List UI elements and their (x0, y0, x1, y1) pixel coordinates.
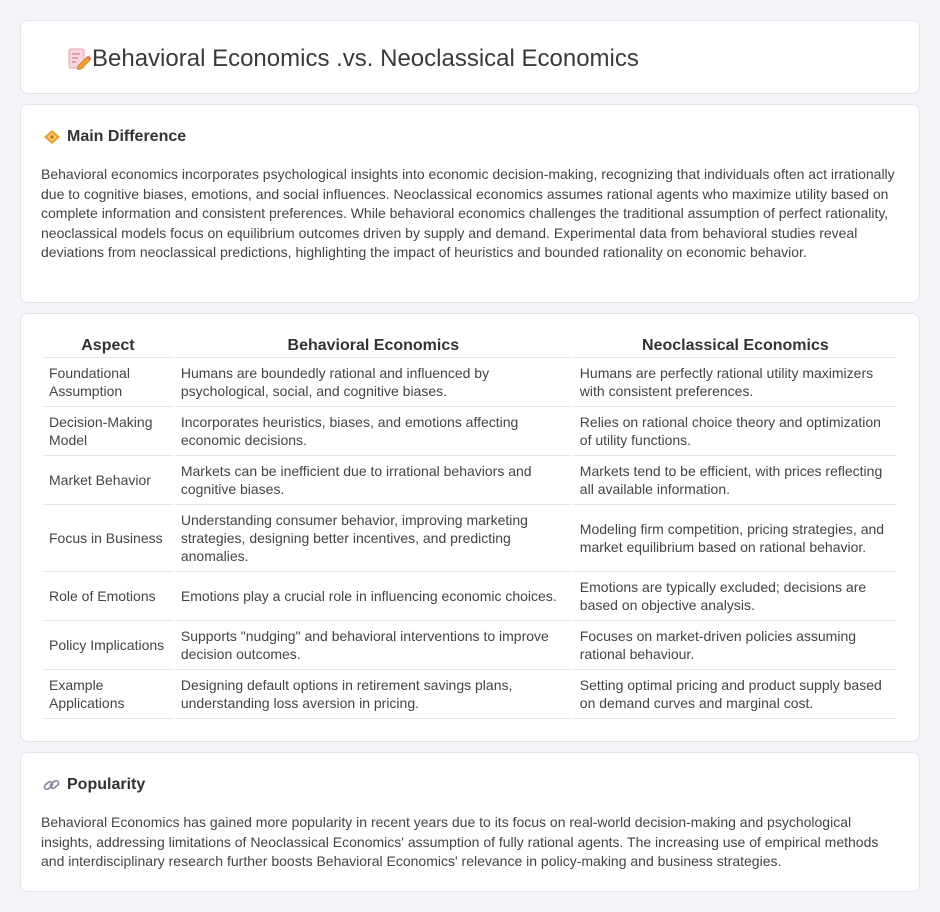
page-title: Behavioral Economics .vs. Neoclassical Economics (92, 45, 639, 72)
neoclassical-cell: Emotions are typically excluded; decisions are based on objective analysis. (574, 572, 897, 621)
aspect-cell: Policy Implications (43, 621, 173, 670)
table-row (43, 572, 897, 621)
popularity-card (20, 752, 920, 892)
behavioral-cell: Emotions play a crucial role in influencing economic choices. (175, 572, 572, 621)
main-difference-title: Main Difference (67, 128, 187, 145)
popularity-title: Popularity (67, 776, 146, 793)
table-row (43, 358, 897, 407)
aspect-cell: Role of Emotions (43, 572, 173, 621)
aspect-cell: Foundational Assumption (43, 358, 173, 407)
diamond-icon (41, 128, 63, 146)
table-row (43, 621, 897, 670)
header-card (20, 20, 920, 94)
comparison-card (20, 313, 920, 742)
link-icon (41, 776, 63, 794)
table-row (43, 456, 897, 505)
popularity-text: Behavioral Economics has gained more popularity in recent years due to its focus on real-world decision-making and psychological insights, addressing limitations of Neoclassical Economics' assumption of fully rational agents. The increasing use of empirical methods and interdisciplinary research further boosts Behavioral Economics' relevance in policy-making and business strategies. (41, 814, 879, 869)
header-behavioral: Behavioral Economics (175, 334, 572, 358)
document-pen-icon (65, 45, 93, 73)
neoclassical-cell: Markets tend to be efficient, with prices reflecting all available information. (574, 456, 897, 505)
neoclassical-cell: Humans are perfectly rational utility maximizers with consistent preferences. (574, 358, 897, 407)
neoclassical-cell: Relies on rational choice theory and optimization of utility functions. (574, 407, 897, 456)
comparison-table (41, 334, 899, 719)
table-header-row (43, 334, 897, 358)
table-row (43, 505, 897, 572)
neoclassical-cell: Focuses on market-driven policies assuming rational behaviour. (574, 621, 897, 670)
aspect-cell: Decision-Making Model (43, 407, 173, 456)
main-difference-card (20, 104, 920, 303)
behavioral-cell: Supports "nudging" and behavioral interventions to improve decision outcomes. (175, 621, 572, 670)
aspect-cell: Market Behavior (43, 456, 173, 505)
popularity-heading (41, 775, 145, 795)
behavioral-cell: Humans are boundedly rational and influenced by psychological, social, and cognitive biases. (175, 358, 572, 407)
neoclassical-cell: Modeling firm competition, pricing strategies, and market equilibrium based on rational behavior. (574, 505, 897, 572)
header-aspect: Aspect (43, 334, 173, 358)
main-difference-heading (41, 127, 186, 147)
main-difference-text: Behavioral economics incorporates psychological insights into economic decision-making, recognizing that individuals often act irrationally due to cognitive biases, emotions, and social influences. Neoclassical economics assumes rational agents who maximize utility based on complete information and consistent preferences. While behavioral economics challenges the traditional assumption of perfect rationality, neoclassical models focus on equilibrium outcomes driven by supply and demand. Experimental data from behavioral studies reveal deviations from neoclassical predictions, highlighting the impact of heuristics and bounded rationality on economic behavior. (41, 166, 895, 260)
aspect-cell: Example Applications (43, 670, 173, 719)
aspect-cell: Focus in Business (43, 505, 173, 572)
behavioral-cell: Markets can be inefficient due to irrational behaviors and cognitive biases. (175, 456, 572, 505)
header-neoclassical: Neoclassical Economics (574, 334, 897, 358)
neoclassical-cell: Setting optimal pricing and product supply based on demand curves and marginal cost. (574, 670, 897, 719)
table-row (43, 407, 897, 456)
behavioral-cell: Incorporates heuristics, biases, and emotions affecting economic decisions. (175, 407, 572, 456)
behavioral-cell: Understanding consumer behavior, improving marketing strategies, designing better incentives, and predicting anomalies. (175, 505, 572, 572)
table-row (43, 670, 897, 719)
behavioral-cell: Designing default options in retirement savings plans, understanding loss aversion in pricing. (175, 670, 572, 719)
